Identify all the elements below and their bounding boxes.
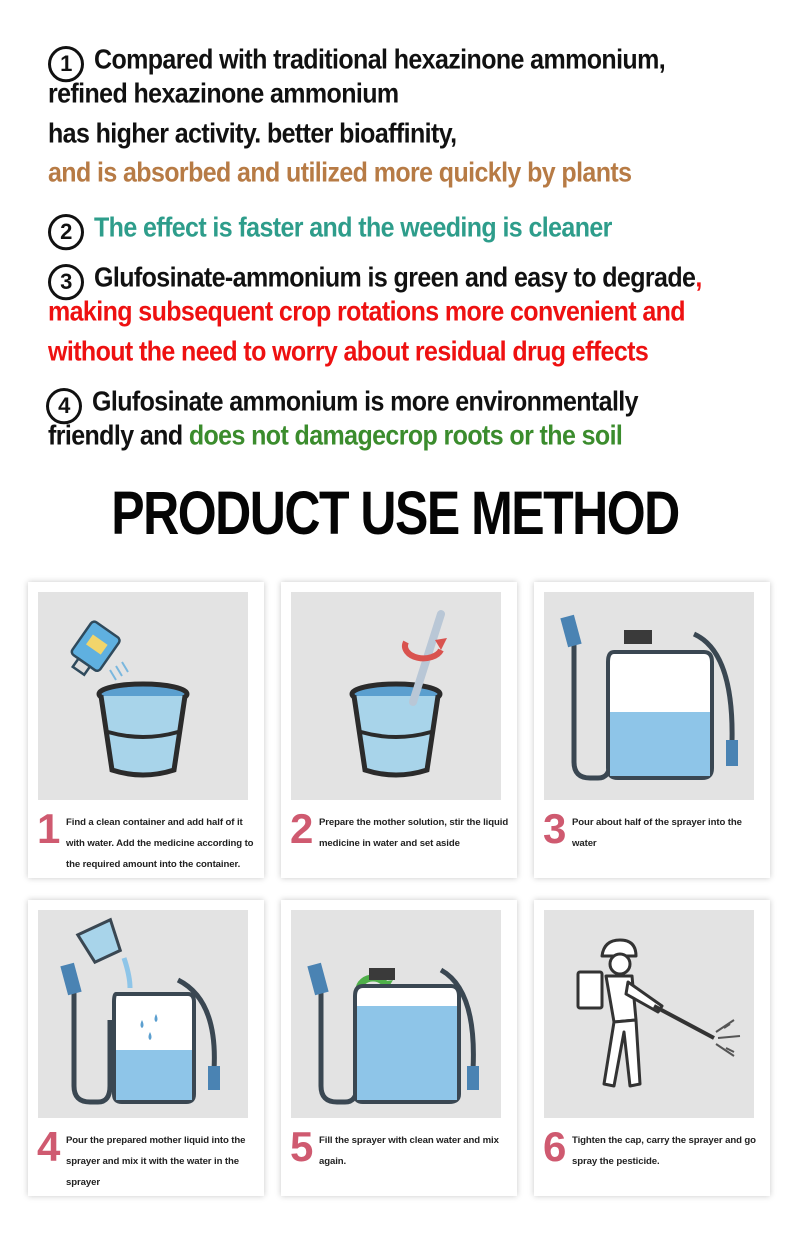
step-card-6 (534, 900, 770, 1196)
step-number: 4 (37, 1123, 61, 1170)
benefit-1-line-4: and is absorbed and utilized more quickly by plants (48, 157, 632, 189)
step-description: Tighten the cap, carry the sprayer and go spray the pesticide. (572, 1135, 756, 1167)
step-description: Pour about half of the sprayer into the water (572, 817, 742, 849)
step-number: 3 (543, 805, 567, 852)
benefit-3-line-3: without the need to worry about residual drug effects (48, 336, 649, 368)
step-card-2 (281, 582, 517, 878)
bottle-pouring-into-bucket-icon (38, 592, 248, 800)
benefit-4-text-plain: friendly and (48, 420, 189, 452)
benefit-4-text-green: does not damagecrop roots or the soil (188, 420, 623, 452)
step-description: Prepare the mother solution, stir the liquid medicine in water and set aside (319, 817, 509, 849)
benefit-1-line-2: refined hexazinone ammonium (48, 78, 399, 110)
step-number: 6 (543, 1123, 567, 1170)
step-description: Find a clean container and add half of it with water. Add the medicine according to the required amount into the container. (66, 817, 254, 870)
benefit-1-marker: 1 (48, 46, 84, 82)
benefit-3-comma: , (695, 262, 702, 294)
benefit-2-marker: 2 (48, 214, 84, 250)
step-number: 5 (290, 1123, 314, 1170)
step-description: Fill the sprayer with clean water and mix again. (319, 1135, 499, 1167)
benefit-3-line-2: making subsequent crop rotations more convenient and (48, 296, 685, 328)
benefit-3-marker: 3 (48, 264, 84, 300)
section-title: PRODUCT USE METHOD (111, 479, 679, 548)
person-spraying-icon (544, 910, 754, 1118)
pouring-into-sprayer-icon (38, 910, 248, 1118)
step-card-3 (534, 582, 770, 878)
benefit-1-text: Compared with traditional hexazinone ammonium, (94, 44, 666, 76)
benefit-2-line-1 (48, 212, 612, 252)
benefit-4-marker: 4 (46, 388, 82, 424)
benefit-2-text: The effect is faster and the weeding is cleaner (94, 212, 612, 244)
full-sprayer-mixing-icon (291, 910, 501, 1118)
step-description: Pour the prepared mother liquid into the sprayer and mix it with the water in the sprayer (66, 1135, 246, 1188)
half-filled-sprayer-icon (544, 592, 754, 800)
benefit-3-text: Glufosinate-ammonium is green and easy to degrade (94, 262, 696, 294)
benefit-4-line-2 (48, 420, 622, 452)
benefit-4-text: Glufosinate ammonium is more environmentally (92, 386, 638, 418)
step-number: 1 (37, 805, 61, 852)
step-card-5 (281, 900, 517, 1196)
step-number: 2 (290, 805, 314, 852)
benefit-1-line-3: has higher activity. better bioaffinity, (48, 118, 457, 150)
stirring-bucket-icon (291, 592, 501, 800)
step-card-1 (28, 582, 264, 878)
step-card-4 (28, 900, 264, 1196)
